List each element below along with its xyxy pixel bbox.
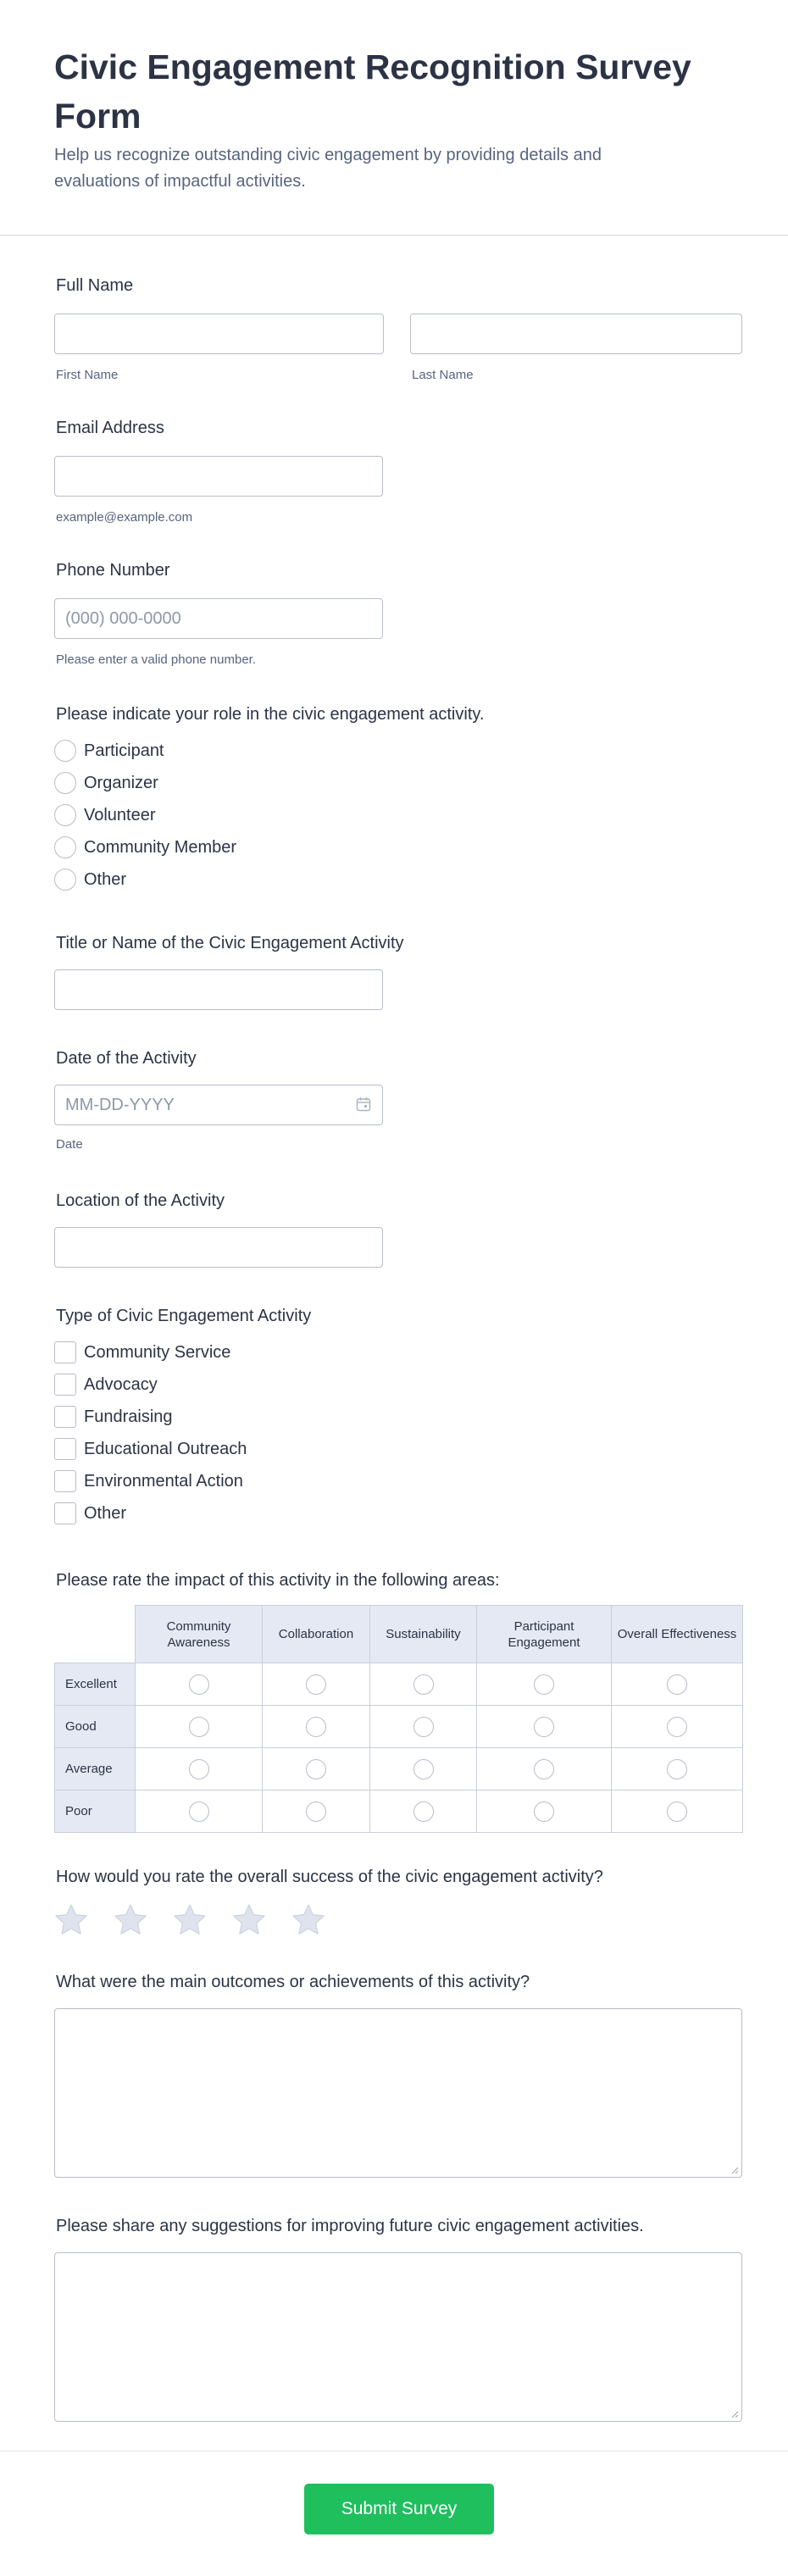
matrix-cell (370, 1663, 477, 1706)
matrix-radio[interactable] (189, 1802, 209, 1822)
matrix-cell (477, 1790, 612, 1833)
activity-title-section (54, 930, 742, 1024)
activity-date-section (54, 1046, 742, 1164)
phone-input[interactable] (54, 598, 383, 639)
star-rating (54, 1903, 325, 1937)
activity-type-option-label: Fundraising (84, 1407, 173, 1426)
matrix-cell (612, 1663, 743, 1706)
role-option-label: Community Member (84, 837, 237, 857)
matrix-cell (370, 1790, 477, 1833)
date-sublabel: Date (56, 1137, 83, 1152)
matrix-cell (263, 1748, 370, 1790)
first-name-sublabel: First Name (56, 368, 119, 382)
first-name-input[interactable] (54, 314, 384, 354)
matrix-cell (612, 1790, 743, 1833)
impact-label: Please rate the impact of this activity in the following areas: (56, 1571, 500, 1590)
impact-section (54, 1568, 742, 1839)
activity-type-option-label: Community Service (84, 1342, 231, 1362)
matrix-corner (55, 1606, 136, 1663)
role-option-label: Volunteer (84, 805, 156, 824)
matrix-radio[interactable] (189, 1674, 209, 1695)
checkbox[interactable] (54, 1470, 76, 1492)
matrix-cell (612, 1706, 743, 1748)
submit-button[interactable]: Submit Survey (304, 2484, 494, 2534)
role-option[interactable] (54, 836, 236, 859)
last-name-sublabel: Last Name (412, 368, 474, 382)
matrix-cell (370, 1706, 477, 1748)
phone-sublabel: Please enter a valid phone number. (56, 652, 256, 667)
checkbox[interactable] (54, 1502, 76, 1524)
matrix-column-header: Collaboration (263, 1606, 370, 1663)
matrix-radio[interactable] (189, 1717, 209, 1737)
matrix-radio[interactable] (306, 1802, 326, 1822)
checkbox[interactable] (54, 1438, 76, 1460)
suggestions-label: Please share any suggestions for improving future civic engagement activities. (56, 2217, 644, 2235)
matrix-radio[interactable] (667, 1802, 687, 1822)
matrix-row-header: Poor (55, 1790, 136, 1833)
matrix-row (55, 1706, 743, 1748)
matrix-cell (263, 1790, 370, 1833)
checkbox[interactable] (54, 1374, 76, 1396)
matrix-radio[interactable] (306, 1717, 326, 1737)
matrix-cell (263, 1706, 370, 1748)
radio-button[interactable] (54, 836, 76, 858)
matrix-cell (136, 1663, 263, 1706)
star-icon[interactable] (291, 1903, 325, 1937)
star-icon[interactable] (54, 1903, 88, 1937)
role-option-label: Other (84, 869, 127, 889)
activity-title-input[interactable] (54, 969, 383, 1010)
matrix-cell (263, 1663, 370, 1706)
activity-date-label: Date of the Activity (56, 1049, 197, 1068)
matrix-row (55, 1748, 743, 1790)
matrix-radio[interactable] (413, 1717, 434, 1737)
matrix-column-header: Sustainability (370, 1606, 477, 1663)
matrix-row-header: Average (55, 1748, 136, 1790)
resize-handle-icon[interactable] (730, 2166, 739, 2174)
form-footer (0, 2451, 788, 2576)
activity-type-option-label: Environmental Action (84, 1471, 243, 1491)
phone-label: Phone Number (56, 561, 170, 580)
role-option[interactable] (54, 739, 164, 763)
activity-type-option-label: Other (84, 1503, 127, 1523)
checkbox[interactable] (54, 1406, 76, 1428)
email-section (54, 415, 742, 534)
radio-button[interactable] (54, 869, 76, 891)
matrix-radio[interactable] (413, 1674, 434, 1695)
matrix-radio[interactable] (534, 1802, 554, 1822)
matrix-radio[interactable] (306, 1674, 326, 1695)
star-icon[interactable] (114, 1903, 147, 1937)
full-name-label: Full Name (56, 276, 134, 295)
matrix-radio[interactable] (667, 1717, 687, 1737)
role-label: Please indicate your role in the civic engagement activity. (56, 705, 485, 724)
matrix-cell (612, 1748, 743, 1790)
role-option-label: Organizer (84, 773, 158, 792)
matrix-cell (477, 1706, 612, 1748)
activity-type-label: Type of Civic Engagement Activity (56, 1307, 312, 1325)
matrix-cell (136, 1706, 263, 1748)
matrix-column-header: Participant Engagement (477, 1606, 612, 1663)
matrix-column-header: Community Awareness (136, 1606, 263, 1663)
matrix-cell (477, 1748, 612, 1790)
activity-type-option[interactable] (54, 1373, 158, 1396)
form-subtitle: Help us recognize outstanding civic engagement by providing details and evaluations of impactful activities. (54, 146, 602, 191)
success-section (54, 1863, 742, 1947)
matrix-cell (136, 1790, 263, 1833)
outcomes-label: What were the main outcomes or achievements of this activity? (56, 1973, 530, 1991)
role-option[interactable] (54, 803, 156, 827)
matrix-radio[interactable] (534, 1759, 554, 1779)
date-input-wrapper (54, 1085, 383, 1125)
matrix-radio[interactable] (667, 1674, 687, 1695)
impact-matrix (54, 1605, 743, 1833)
full-name-section (54, 273, 742, 391)
matrix-radio[interactable] (413, 1802, 434, 1822)
checkbox[interactable] (54, 1341, 76, 1363)
email-sublabel: example@example.com (56, 510, 193, 525)
star-icon[interactable] (173, 1903, 207, 1937)
resize-handle-icon[interactable] (730, 2410, 739, 2418)
form-title: Civic Engagement Recognition Survey Form (54, 47, 691, 136)
success-label: How would you rate the overall success of the civic engagement activity? (56, 1868, 603, 1886)
date-input[interactable] (54, 1085, 383, 1125)
activity-type-section (54, 1303, 742, 1541)
radio-button[interactable] (54, 740, 76, 762)
star-icon[interactable] (232, 1903, 266, 1937)
matrix-row-header: Good (55, 1706, 136, 1748)
role-option[interactable] (54, 868, 126, 891)
activity-title-label: Title or Name of the Civic Engagement Activity (56, 934, 404, 952)
matrix-row (55, 1663, 743, 1706)
activity-type-option[interactable] (54, 1341, 230, 1364)
location-input[interactable] (54, 1227, 383, 1268)
matrix-radio[interactable] (534, 1717, 554, 1737)
activity-type-option-label: Advocacy (84, 1374, 158, 1394)
suggestions-section (54, 2212, 742, 2432)
location-label: Location of the Activity (56, 1191, 225, 1210)
activity-type-option-label: Educational Outreach (84, 1439, 247, 1458)
matrix-radio[interactable] (306, 1759, 326, 1779)
matrix-row (55, 1790, 743, 1833)
matrix-radio[interactable] (189, 1759, 209, 1779)
phone-section (54, 558, 742, 676)
matrix-radio[interactable] (667, 1759, 687, 1779)
matrix-column-header: Overall Effectiveness (612, 1606, 743, 1663)
location-section (54, 1188, 742, 1281)
matrix-cell (136, 1748, 263, 1790)
role-option-label: Participant (84, 741, 164, 760)
matrix-radio[interactable] (413, 1759, 434, 1779)
role-option[interactable] (54, 771, 158, 795)
matrix-cell (370, 1748, 477, 1790)
email-label: Email Address (56, 419, 164, 437)
outcomes-section (54, 1968, 742, 2188)
activity-type-option[interactable] (54, 1405, 173, 1429)
suggestions-textarea[interactable] (54, 2252, 742, 2422)
outcomes-textarea[interactable] (54, 2008, 742, 2178)
calendar-icon[interactable] (356, 1096, 371, 1112)
activity-type-option[interactable] (54, 1469, 243, 1493)
last-name-input[interactable] (410, 314, 742, 354)
form-header (0, 0, 788, 236)
matrix-cell (477, 1663, 612, 1706)
activity-type-option[interactable] (54, 1437, 247, 1461)
radio-button[interactable] (54, 804, 76, 826)
role-section (54, 700, 742, 903)
email-input[interactable] (54, 456, 383, 497)
activity-type-option[interactable] (54, 1502, 126, 1525)
matrix-row-header: Excellent (55, 1663, 136, 1706)
radio-button[interactable] (54, 772, 76, 794)
matrix-radio[interactable] (534, 1674, 554, 1695)
